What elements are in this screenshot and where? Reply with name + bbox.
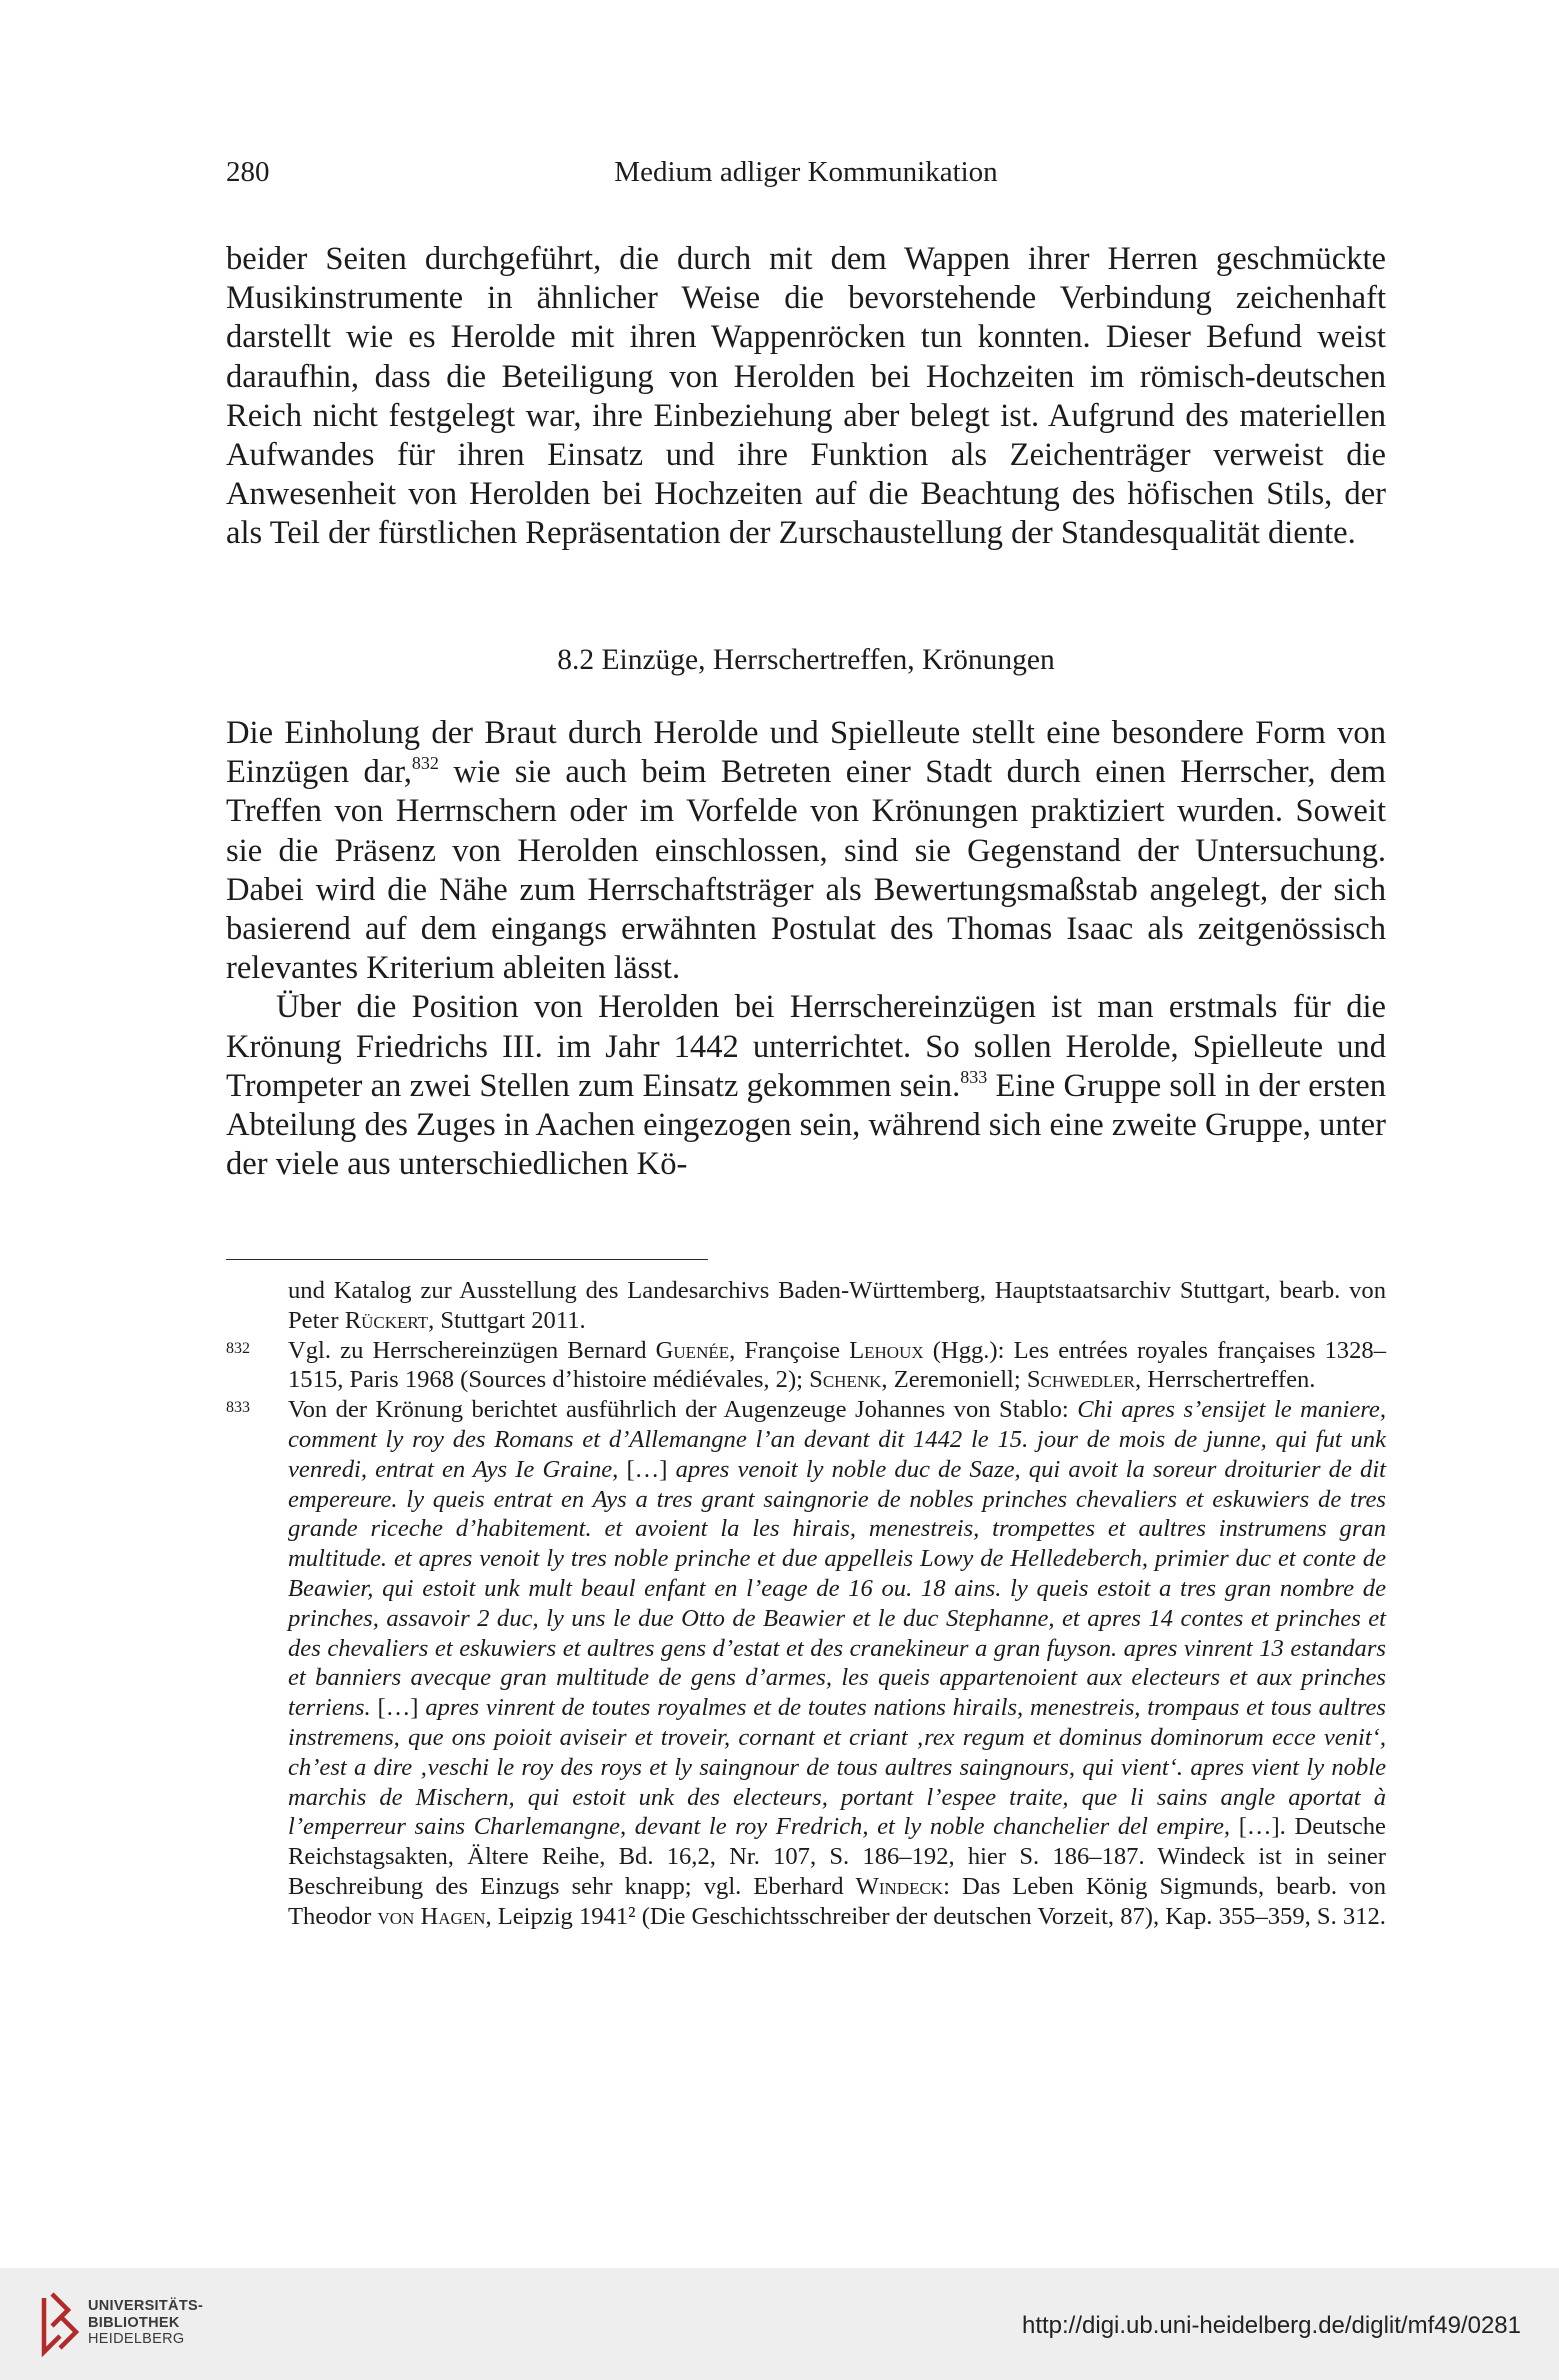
footnote-833: 833 Von der Krönung berichtet ausführlich der Augenzeuge Johannes von Stablo: Chi apres s’ensijet le maniere, comment ly roy des Romans et d’Allemangne l’an devant dit 1442 le 15. jour de mois de junne, qui fut unk venredi, entrat en Ays Ie Graine, […] apres venoit ly noble duc de Saze, qui avoit la soreur droiturier de dit empereure. ly queis entrat en Ays a tres grant saingnorie de nobles prinches chevaliers et eskuwiers de tres grande riceche d’habitement. et avoient la les hirais, menestreis, trompettes et aultres instrumens gran multitude. et apres venoit ly tres noble prinche et due appelleis Lowy de Helledeberch, primier duc et conte de Beawier, qui estoit unk mult beaul enfant en l’eage de 16 ou. 18 ains. ly queis estoit a tres gran nombre de prinches, assavoir 2 duc, ly uns le due Otto de Beawier et le duc Stephanne, et apres 14 contes et prinches et des chevaliers et eskuwiers et aultres gens d’estat et des cranekineur a gran fuyson. apres vinrent 13 estandars et banniers avecque gran multitude de gens d’armes, les queis appartenoient aux electeurs et aux prinches terriens. […] apres vinrent de toutes royalmes et de toutes nations hirails, menestreis, trompaus et tous aultres instremens, que ons poioit aviseir et troveir, cornant et criant ‚rex regum et dominus dominorum ecce venit‘, ch’est a dire ‚veschi le roy des roys et ly saingnour de tous aultres saingnours, qui vient‘. apres vient ly noble marchis de Mischern, qui estoit unk des electeurs, portant l’espee traite, que li sains angle aportat à l’emperreur sains Charlemangne, devant le roy Fredrich, et ly noble chanchelier del empire, […]. Deutsche Reichstagsakten, Ältere Reihe, Bd. 16,2, Nr. 107, S. 186–192, hier S. 186–187. Windeck ist in seiner Beschreibung des Einzugs sehr knapp; vgl. Eberhard Windeck: Das Leben König Sigmunds, bearb. von Theodor von Hagen, Leipzig 1941² (Die Geschichtsschreiber der deutschen Vorzeit, 87), Kap. 355–359, S. 312.: [226, 1396, 1386, 1930]
paragraph-text: wie sie auch beim Betreten einer Stadt durch einen Herrscher, dem Treffen von Herrnschern oder im Vorfelde von Krönungen praktiziert wurden. Soweit sie die Präsenz von Herolden einschlossen, sind sie Gegenstand der Untersuchung. Dabei wird die Nähe zum Herrschaftsträger als Bewertungsmaßstab angelegt, der sich basierend auf dem eingangs erwähnten Postulat des Thomas Isaac als zeitgenössisch relevantes Kriterium ableiten lässt.: [226, 754, 1386, 987]
library-logo-icon: [38, 2286, 82, 2360]
page-number: 280: [226, 156, 270, 188]
logo-line: HEIDELBERG: [88, 2331, 185, 2347]
footnote-number: 832: [226, 1339, 250, 1357]
paragraph-text: Über die Position von Herolden bei Herrschereinzügen ist man erstmals für die Krönung Friedrichs III. im Jahr 1442 unterrichtet. So sollen Herolde, Spielleute und Trompeter an zwei Stellen zum Einsatz gekommen sein.: [226, 989, 1386, 1104]
library-logo-text: [88, 2298, 203, 2348]
running-title: Medium adliger Kommunikation: [614, 156, 998, 188]
footnote-reference-832[interactable]: 832: [411, 753, 439, 774]
running-head: [226, 152, 1386, 192]
section-heading: 8.2 Einzüge, Herrschertreffen, Krönungen: [557, 644, 1055, 676]
paragraph-text: beider Seiten durchgeführt, die durch mit dem Wappen ihrer Herren geschmückte Musikinstrumente in ähnlicher Weise die bevorstehende Verbindung zeichenhaft darstellt wie es Herolde mit ihren Wappenröcken tun konnten. Dieser Befund weist daraufhin, dass die Beteiligung von Herolden bei Hochzeiten im römisch-deutschen Reich nicht festgelegt war, ihre Einbeziehung aber belegt ist. Aufgrund des materiellen Aufwandes für ihren Einsatz und ihre Funktion als Zeichenträger verweist die Anwesenheit von Herolden bei Hochzeiten auf die Beachtung des höfischen Stils, der als Teil der fürstlichen Repräsentation der Zurschaustellung der Standesqualität diente.: [226, 241, 1386, 552]
digitization-footer: [0, 2268, 1559, 2380]
body-paragraphs-2-3: [226, 714, 1386, 1184]
footnote-continuation: und Katalog zur Ausstellung des Landesarchivs Baden-Württemberg, Hauptstaatsarchiv Stuttgart, bearb. von Peter Rückert, Stuttgart 2011.: [288, 1277, 1386, 1334]
footnote-reference-833[interactable]: 833: [960, 1066, 988, 1087]
body-paragraph-1: [226, 240, 1386, 554]
body-paragraph-2: [226, 714, 1386, 988]
logo-line: BIBLIOTHEK: [88, 2314, 180, 2331]
footnotes: [226, 1276, 1386, 1932]
logo-line: UNIVERSITÄTS-: [88, 2298, 204, 2314]
paragraph-text: Eine Gruppe soll in der ersten Abteilung des Zuges in Aachen eingezogen sein, während sich eine zweite Gruppe, unter der viele aus unterschiedlichen Kö-: [226, 1067, 1386, 1183]
footnote-number: 833: [226, 1399, 250, 1417]
paragraph-text: Die Einholung der Braut durch Herolde und Spielleute stellt eine besondere Form von Einzügen dar,: [226, 715, 1386, 791]
body-paragraph-3: [226, 988, 1386, 1184]
source-url-link[interactable]: http://digi.ub.uni-heidelberg.de/diglit/mf49/0281: [1021, 2312, 1521, 2339]
footnote-divider: [226, 1259, 708, 1260]
footnote-832: 832 Vgl. zu Herrschereinzügen Bernard Guenée, Françoise Lehoux (Hgg.): Les entrées royales françaises 1328–1515, Paris 1968 (Sources d’histoire médiévales, 2); Schenk, Zeremoniell; Schwedler, Herrschertreffen.: [226, 1336, 1386, 1394]
